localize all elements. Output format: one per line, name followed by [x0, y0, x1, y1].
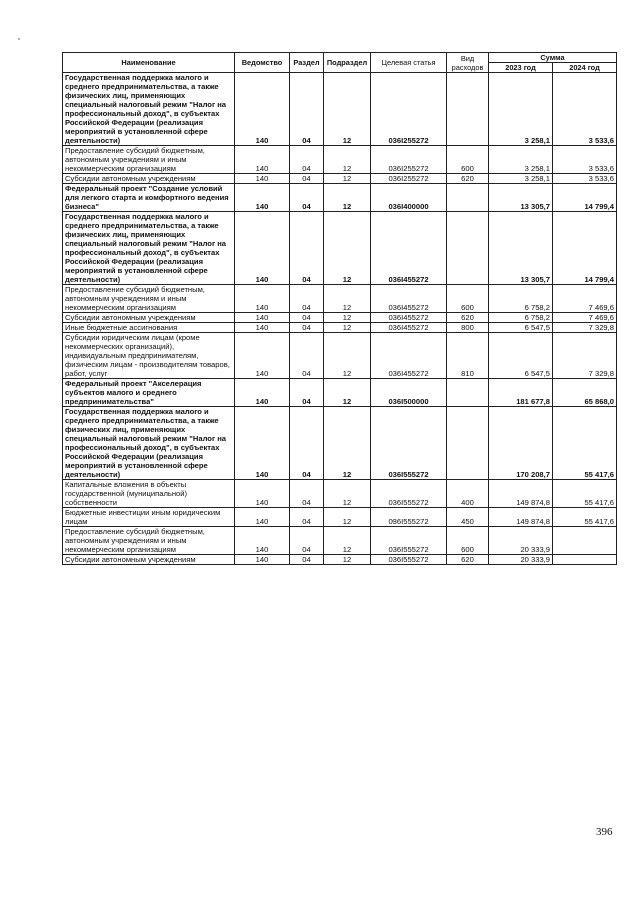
- row-2024-cell: [553, 555, 617, 565]
- row-subsection-cell: 12: [324, 73, 371, 146]
- row-target-cell: 036I555272: [371, 555, 447, 565]
- page-number: 396: [596, 826, 613, 838]
- row-section-cell: 04: [290, 508, 324, 527]
- row-section-cell: 04: [290, 333, 324, 379]
- row-exp-type-cell: 800: [447, 323, 489, 333]
- row-exp-type-cell: 450: [447, 508, 489, 527]
- header-year-2023: 2023 год: [489, 63, 553, 73]
- row-exp-type-cell: 620: [447, 174, 489, 184]
- header-target: Целевая статья: [371, 53, 447, 73]
- row-section-cell: 04: [290, 174, 324, 184]
- row-2024-cell: 14 799,4: [553, 184, 617, 212]
- row-2023-cell: 3 258,1: [489, 146, 553, 174]
- row-name-cell: Бюджетные инвестиции иным юридическим лицам: [63, 508, 235, 527]
- row-exp-type-cell: 620: [447, 313, 489, 323]
- row-name-cell: Федеральный проект "Акселерация субъектов малого и среднего предпринимательства": [63, 379, 235, 407]
- row-subsection-cell: 12: [324, 508, 371, 527]
- row-dept-cell: 140: [235, 184, 290, 212]
- row-2024-cell: 55 417,6: [553, 407, 617, 480]
- row-2024-cell: 3 533,6: [553, 174, 617, 184]
- row-target-cell: 036I455272: [371, 212, 447, 285]
- row-dept-cell: 140: [235, 73, 290, 146]
- row-exp-type-cell: [447, 407, 489, 480]
- row-2023-cell: 3 258,1: [489, 73, 553, 146]
- row-dept-cell: 140: [235, 333, 290, 379]
- row-target-cell: 036I455272: [371, 333, 447, 379]
- row-target-cell: 036I400000: [371, 184, 447, 212]
- row-2023-cell: 20 333,9: [489, 527, 553, 555]
- row-name-cell: Предоставление субсидий бюджетным, автономным учреждениям и иным некоммерческим организациям: [63, 146, 235, 174]
- row-subsection-cell: 12: [324, 212, 371, 285]
- row-section-cell: 04: [290, 323, 324, 333]
- row-target-cell: 036I255272: [371, 174, 447, 184]
- row-2024-cell: 55 417,6: [553, 480, 617, 508]
- row-section-cell: 04: [290, 146, 324, 174]
- row-name-cell: Субсидии юридическим лицам (кроме некоммерческих организаций), индивидуальным предпринимателям, физическим лицам - производителям товаров, работ, услуг: [63, 333, 235, 379]
- row-dept-cell: 140: [235, 323, 290, 333]
- table-row: [63, 555, 617, 565]
- row-exp-type-cell: [447, 184, 489, 212]
- row-2023-cell: 170 208,7: [489, 407, 553, 480]
- header-year-2024: 2024 год: [553, 63, 617, 73]
- row-target-cell: 036I555272: [371, 527, 447, 555]
- row-2024-cell: 3 533,6: [553, 73, 617, 146]
- row-2023-cell: 6 547,5: [489, 333, 553, 379]
- table-row: [63, 313, 617, 323]
- row-exp-type-cell: [447, 379, 489, 407]
- table-row: [63, 285, 617, 313]
- row-name-cell: Государственная поддержка малого и среднего предпринимательства, а также физических лиц, применяющих специальный налоговый режим "Налог на профессиональный доход", в субъектах Российской Федерации (реализация мероприятий в установленной сфере деятельности): [63, 212, 235, 285]
- row-target-cell: 036I500000: [371, 379, 447, 407]
- row-dept-cell: 140: [235, 555, 290, 565]
- row-2024-cell: [553, 527, 617, 555]
- row-name-cell: Предоставление субсидий бюджетным, автономным учреждениям и иным некоммерческим организациям: [63, 527, 235, 555]
- row-2023-cell: 3 258,1: [489, 174, 553, 184]
- row-dept-cell: 140: [235, 407, 290, 480]
- row-name-cell: Иные бюджетные ассигнования: [63, 323, 235, 333]
- table-row: [63, 323, 617, 333]
- header-dept: Ведомство: [235, 53, 290, 73]
- row-subsection-cell: 12: [324, 313, 371, 323]
- row-subsection-cell: 12: [324, 555, 371, 565]
- row-name-cell: Капитальные вложения в объекты государственной (муниципальной) собственности: [63, 480, 235, 508]
- row-exp-type-cell: 400: [447, 480, 489, 508]
- row-2023-cell: 181 677,8: [489, 379, 553, 407]
- row-name-cell: Субсидии автономным учреждениям: [63, 313, 235, 323]
- header-subsection: Подраздел: [324, 53, 371, 73]
- row-2024-cell: 14 799,4: [553, 212, 617, 285]
- table-row: [63, 212, 617, 285]
- row-name-cell: Государственная поддержка малого и среднего предпринимательства, а также физических лиц, применяющих специальный налоговый режим "Налог на профессиональный доход", в субъектах Российской Федерации (реализация мероприятий в установленной сфере деятельности): [63, 73, 235, 146]
- table-row: [63, 174, 617, 184]
- row-name-cell: Субсидии автономным учреждениям: [63, 555, 235, 565]
- row-2023-cell: 13 305,7: [489, 184, 553, 212]
- scan-speck: [18, 38, 20, 40]
- row-2024-cell: 65 868,0: [553, 379, 617, 407]
- row-target-cell: 036I455272: [371, 285, 447, 313]
- row-exp-type-cell: 600: [447, 527, 489, 555]
- row-subsection-cell: 12: [324, 146, 371, 174]
- row-dept-cell: 140: [235, 527, 290, 555]
- row-section-cell: 04: [290, 73, 324, 146]
- row-section-cell: 04: [290, 527, 324, 555]
- table-row: [63, 379, 617, 407]
- table-row: [63, 73, 617, 146]
- row-subsection-cell: 12: [324, 174, 371, 184]
- row-2023-cell: 6 758,2: [489, 313, 553, 323]
- row-name-cell: Федеральный проект "Создание условий для легкого старта и комфортного ведения бизнеса": [63, 184, 235, 212]
- budget-table: [62, 52, 617, 565]
- table-row: [63, 527, 617, 555]
- row-section-cell: 04: [290, 555, 324, 565]
- row-exp-type-cell: [447, 212, 489, 285]
- row-exp-type-cell: 810: [447, 333, 489, 379]
- table-row: [63, 407, 617, 480]
- row-target-cell: 036I255272: [371, 146, 447, 174]
- row-dept-cell: 140: [235, 313, 290, 323]
- row-exp-type-cell: 620: [447, 555, 489, 565]
- row-2024-cell: 7 329,8: [553, 333, 617, 379]
- table-body: [63, 73, 617, 565]
- row-section-cell: 04: [290, 480, 324, 508]
- row-2023-cell: 13 305,7: [489, 212, 553, 285]
- table-row: [63, 508, 617, 527]
- row-exp-type-cell: 600: [447, 285, 489, 313]
- row-2023-cell: 20 333,9: [489, 555, 553, 565]
- row-subsection-cell: 12: [324, 285, 371, 313]
- row-target-cell: 036I555272: [371, 508, 447, 527]
- row-dept-cell: 140: [235, 508, 290, 527]
- row-dept-cell: 140: [235, 212, 290, 285]
- table-row: [63, 184, 617, 212]
- table-row: [63, 333, 617, 379]
- row-name-cell: Предоставление субсидий бюджетным, автономным учреждениям и иным некоммерческим организациям: [63, 285, 235, 313]
- row-section-cell: 04: [290, 285, 324, 313]
- row-section-cell: 04: [290, 184, 324, 212]
- row-subsection-cell: 12: [324, 184, 371, 212]
- row-subsection-cell: 12: [324, 527, 371, 555]
- header-name: Наименование: [63, 53, 235, 73]
- row-target-cell: 036I255272: [371, 73, 447, 146]
- row-subsection-cell: 12: [324, 407, 371, 480]
- row-section-cell: 04: [290, 379, 324, 407]
- row-name-cell: Государственная поддержка малого и среднего предпринимательства, а также физических лиц, применяющих специальный налоговый режим "Налог на профессиональный доход", в субъектах Российской Федерации (реализация мероприятий в установленной сфере деятельности): [63, 407, 235, 480]
- row-2024-cell: 55 417,6: [553, 508, 617, 527]
- row-2024-cell: 7 329,8: [553, 323, 617, 333]
- table-row: [63, 480, 617, 508]
- row-name-cell: Субсидии автономным учреждениям: [63, 174, 235, 184]
- row-subsection-cell: 12: [324, 480, 371, 508]
- row-target-cell: 036I455272: [371, 313, 447, 323]
- row-target-cell: 036I555272: [371, 480, 447, 508]
- row-2024-cell: 7 469,6: [553, 285, 617, 313]
- table-row: [63, 146, 617, 174]
- row-dept-cell: 140: [235, 285, 290, 313]
- row-dept-cell: 140: [235, 174, 290, 184]
- row-2023-cell: 6 758,2: [489, 285, 553, 313]
- row-subsection-cell: 12: [324, 379, 371, 407]
- row-dept-cell: 140: [235, 480, 290, 508]
- table-header: [63, 53, 617, 73]
- row-2023-cell: 149 874,8: [489, 508, 553, 527]
- row-target-cell: 036I555272: [371, 407, 447, 480]
- header-section: Раздел: [290, 53, 324, 73]
- row-dept-cell: 140: [235, 379, 290, 407]
- row-2024-cell: 3 533,6: [553, 146, 617, 174]
- row-2024-cell: 7 469,6: [553, 313, 617, 323]
- row-subsection-cell: 12: [324, 333, 371, 379]
- header-exp-type: Вид расходов: [447, 53, 489, 73]
- row-target-cell: 036I455272: [371, 323, 447, 333]
- row-section-cell: 04: [290, 407, 324, 480]
- row-section-cell: 04: [290, 212, 324, 285]
- row-2023-cell: 149 874,8: [489, 480, 553, 508]
- row-exp-type-cell: [447, 73, 489, 146]
- row-2023-cell: 6 547,5: [489, 323, 553, 333]
- header-sum: Сумма: [489, 53, 617, 63]
- row-section-cell: 04: [290, 313, 324, 323]
- row-dept-cell: 140: [235, 146, 290, 174]
- row-subsection-cell: 12: [324, 323, 371, 333]
- row-exp-type-cell: 600: [447, 146, 489, 174]
